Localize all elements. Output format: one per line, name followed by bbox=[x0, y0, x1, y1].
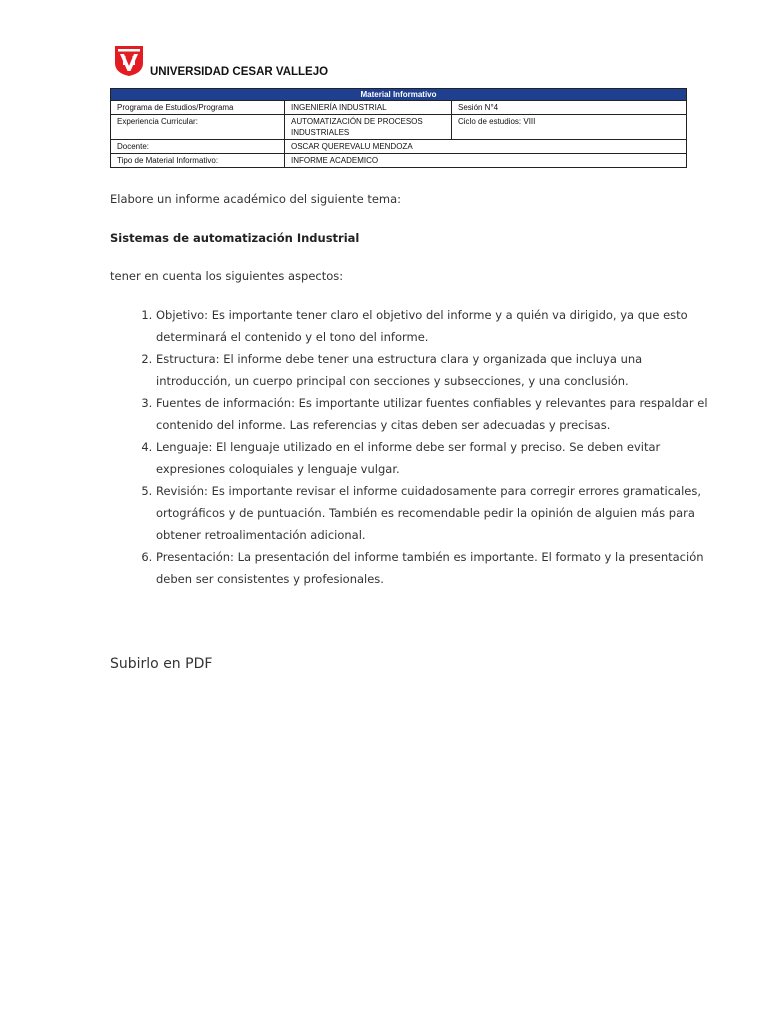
list-item: 4. Lenguaje: El lenguaje utilizado en el informe debe ser formal y preciso. Se deben evitar expresiones coloquiales y lenguaje vulgar. bbox=[156, 436, 716, 480]
table-row bbox=[111, 140, 687, 154]
university-logo-icon bbox=[115, 46, 143, 76]
list-item: 2. Estructura: El informe debe tener una estructura clara y organizada que incluya una introducción, un cuerpo principal con secciones y subsecciones, y una conclusión. bbox=[156, 348, 716, 392]
experience-label: Experiencia Curricular: bbox=[111, 115, 285, 140]
list-item: 3. Fuentes de información: Es importante utilizar fuentes confiables y relevantes para respaldar el contenido del informe. Las referencias y citas deben ser adecuadas y precisas. bbox=[156, 392, 716, 436]
material-type-value: INFORME ACADEMICO bbox=[285, 154, 687, 168]
table-row bbox=[111, 101, 687, 115]
aspects-intro: tener en cuenta los siguientes aspectos: bbox=[110, 269, 344, 283]
cycle-value: Ciclo de estudios: VIII bbox=[452, 115, 687, 140]
experience-value: AUTOMATIZACIÓN DE PROCESOS INDUSTRIALES bbox=[285, 115, 452, 140]
university-name: UNIVERSIDAD CESAR VALLEJO bbox=[150, 66, 329, 78]
list-item: 1. Objetivo: Es importante tener claro el objetivo del informe y a quién va dirigido, ya que esto determinará el contenido y el tono del informe. bbox=[156, 304, 716, 348]
teacher-label: Docente: bbox=[111, 140, 285, 154]
aspects-list bbox=[110, 304, 716, 590]
program-label: Programa de Estudios/Programa bbox=[111, 101, 285, 115]
topic-title: Sistemas de automatización Industrial bbox=[110, 231, 360, 245]
material-info-table bbox=[110, 88, 687, 168]
list-item: 5. Revisión: Es importante revisar el informe cuidadosamente para corregir errores gramaticales, ortográficos y de puntuación. También es recomendable pedir la opinión de alguien más para obtener retroalimentación adicional. bbox=[156, 480, 716, 546]
table-row bbox=[111, 115, 687, 140]
session-value: Sesión N°4 bbox=[452, 101, 687, 115]
table-row bbox=[111, 154, 687, 168]
program-value: INGENIERÍA INDUSTRIAL bbox=[285, 101, 452, 115]
material-type-label: Tipo de Material Informativo: bbox=[111, 154, 285, 168]
table-title: Material Informativo bbox=[111, 89, 687, 101]
teacher-value: OSCAR QUEREVALU MENDOZA bbox=[285, 140, 687, 154]
intro-text: Elabore un informe académico del siguiente tema: bbox=[110, 192, 402, 206]
upload-instruction: Subirlo en PDF bbox=[110, 656, 213, 672]
list-item: 6. Presentación: La presentación del informe también es importante. El formato y la presentación deben ser consistentes y profesionales. bbox=[156, 546, 716, 590]
